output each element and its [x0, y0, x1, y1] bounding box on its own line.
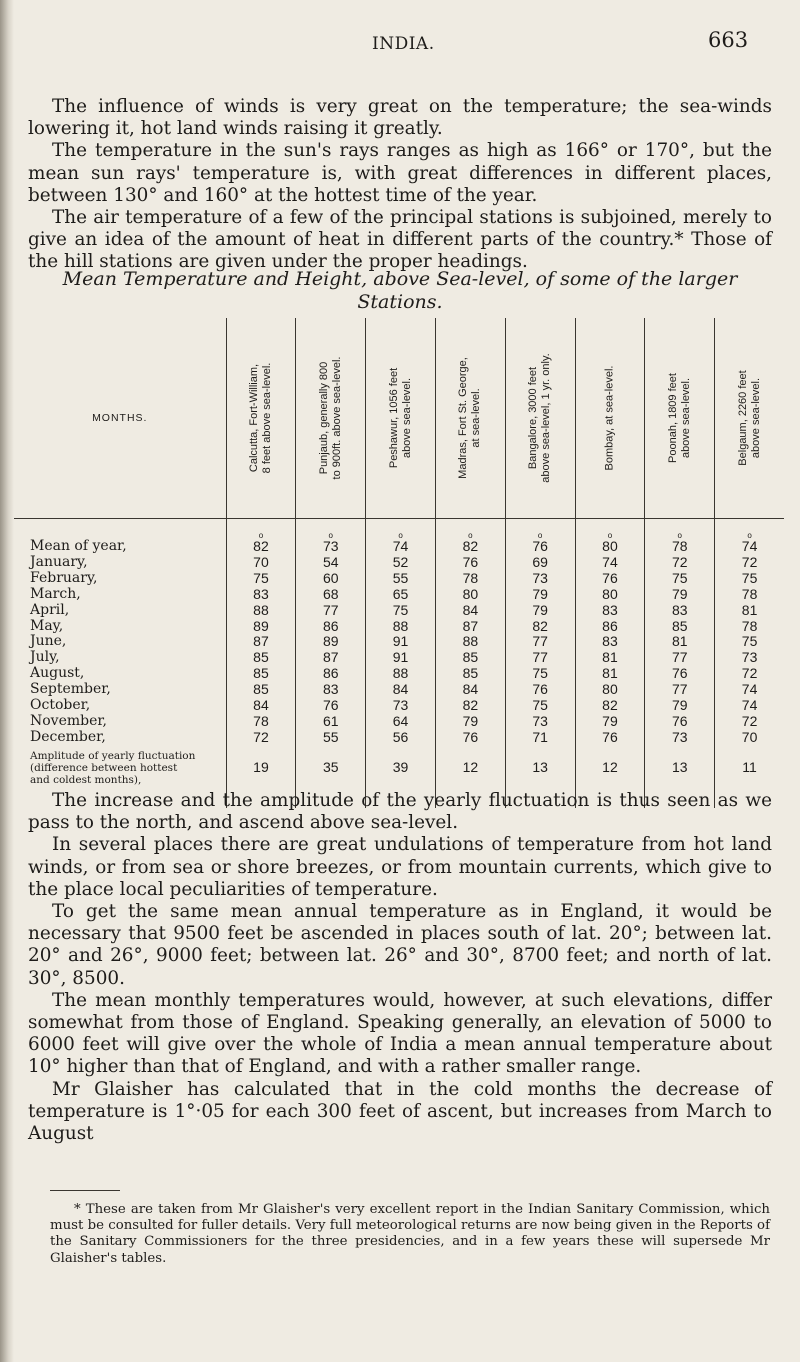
temperature-value: 65 [392, 585, 409, 602]
temperature-cell [435, 634, 505, 650]
temperature-value: 73 [741, 649, 758, 666]
temperature-value: 76 [322, 697, 339, 714]
temperature-value: 76 [602, 569, 618, 586]
temperature-cell [645, 634, 715, 650]
intro-text [28, 96, 772, 274]
temperature-value: 83 [253, 585, 269, 602]
temperature-cell [645, 730, 715, 746]
temperature-value: 76 [671, 665, 688, 682]
temperature-cell [715, 698, 784, 714]
temperature-value: 81 [671, 633, 688, 650]
temperature-value: 73 [322, 538, 339, 554]
body-paragraph: To get the same mean annual temperature as in England, it would be necessary that 9500 feet be ascended in places south of lat. 20°; between lat. 20° and 26°, 9000 feet; between lat. 26° and 30°, 8700 feet; and north of lat. 30°, 8500. [28, 901, 772, 989]
intro-paragraph: The temperature in the sun's rays ranges as high as 166° or 170°, but the mean sun rays' temperature is, with great differences in different places, between 130° and 160° at the hottest time of the year. [28, 140, 772, 206]
temperature-cell [575, 714, 645, 730]
temperature-value: 87 [322, 649, 339, 666]
table-body [14, 519, 784, 808]
temperature-value: 86 [322, 617, 339, 634]
table-row [14, 619, 784, 635]
temperature-value: 85 [253, 665, 269, 682]
month-label: February, [30, 569, 98, 586]
temperature-cell [715, 634, 784, 650]
table-caption-line-1: Mean Temperature and Height, above Sea-level, of some of the larger [62, 268, 738, 290]
table-row [14, 634, 784, 650]
temperature-value: 80 [602, 538, 618, 554]
temperature-value: 72 [253, 728, 269, 745]
temperature-cell [296, 650, 366, 666]
temperature-value: 73 [532, 712, 548, 729]
temperature-value: 76 [602, 728, 618, 745]
temperature-cell [505, 603, 575, 619]
temperature-cell [435, 666, 505, 682]
temperature-value: 81 [602, 665, 618, 682]
page-edge-shadow [0, 0, 14, 1362]
station-name: Peshawur, 1056 feet [387, 367, 400, 469]
temperature-cell [366, 730, 436, 746]
station-name: Madras, Fort St. George, [457, 357, 470, 479]
months-column-header: MONTHS. [14, 318, 226, 519]
station-name: Punjaub, generally 800 [317, 361, 330, 475]
station-name: Calcutta, Fort-William, [247, 363, 260, 473]
station-name: Poonah, 1809 feet [666, 373, 679, 463]
page-header [0, 28, 800, 68]
temperature-value: 79 [671, 585, 688, 602]
temperature-cell [645, 698, 715, 714]
temperature-value: 76 [462, 728, 479, 745]
temperature-value: 74 [392, 538, 409, 554]
temperature-value: 86 [602, 617, 618, 634]
temperature-value: 79 [532, 585, 548, 602]
temperature-value: 78 [741, 585, 758, 602]
table-caption [28, 268, 772, 314]
body-paragraph: The mean monthly temperatures would, however, at such elevations, differ somewhat from those of England. Speaking generally, an elevation of 5000 to 6000 feet will give over the whole of India a mean annual temperature about 10° higher than that of England, and with a rather smaller range. [28, 989, 772, 1078]
temperature-value: 82 [462, 697, 479, 714]
amplitude-value: 19 [226, 746, 296, 808]
temperature-value: 78 [741, 617, 758, 634]
table-row [14, 603, 784, 619]
month-label: June, [30, 633, 67, 650]
temperature-cell [296, 698, 366, 714]
table-header-row [14, 318, 784, 519]
temperature-value: 79 [671, 697, 688, 714]
temperature-cell [435, 571, 505, 587]
temperature-cell [366, 519, 436, 555]
degree-mark: o [468, 531, 473, 540]
temperature-value: 73 [532, 569, 548, 586]
temperature-cell [435, 587, 505, 603]
body-text [28, 790, 772, 1145]
temperature-value: 84 [392, 681, 409, 698]
temperature-value: 83 [602, 633, 618, 650]
station-name: Belgaum, 2260 feet [736, 370, 749, 466]
amplitude-value: 35 [296, 746, 366, 808]
month-label: July, [30, 649, 60, 666]
temperature-cell [366, 587, 436, 603]
temperature-value: 79 [462, 712, 479, 729]
temperature-value: 81 [741, 601, 758, 618]
temperature-cell [435, 682, 505, 698]
temperature-cell [296, 619, 366, 635]
temperature-cell [435, 650, 505, 666]
temperature-cell [366, 682, 436, 698]
degree-mark: o [398, 531, 403, 540]
temperature-cell [645, 650, 715, 666]
temperature-value: 75 [741, 569, 758, 586]
temperature-value: 84 [253, 697, 269, 714]
temperature-cell [505, 666, 575, 682]
temperature-cell [715, 682, 784, 698]
station-height: at sea-level. [470, 388, 483, 448]
temperature-value: 74 [741, 697, 758, 714]
temperature-cell [575, 587, 645, 603]
temperature-cell [715, 587, 784, 603]
temperature-value: 55 [392, 569, 409, 586]
temperature-cell [645, 714, 715, 730]
table-caption-line-2: Stations. [357, 291, 443, 313]
temperature-cell [505, 682, 575, 698]
temperature-value: 73 [671, 728, 688, 745]
temperature-cell [435, 714, 505, 730]
temperature-value: 75 [671, 569, 688, 586]
temperature-cell [435, 730, 505, 746]
intro-paragraph: The influence of winds is very great on the temperature; the sea-winds lowering it, hot land winds raising it greatly. [28, 96, 772, 140]
temperature-cell [715, 571, 784, 587]
temperature-cell [645, 682, 715, 698]
temperature-value: 87 [462, 617, 479, 634]
temperature-value: 61 [322, 712, 339, 729]
temperature-cell [505, 698, 575, 714]
temperature-value: 56 [392, 728, 409, 745]
station-header-punjaub [296, 318, 366, 519]
temperature-value: 82 [462, 538, 479, 554]
temperature-cell [226, 519, 296, 555]
temperature-cell [226, 714, 296, 730]
table-row [14, 730, 784, 746]
temperature-value: 79 [532, 601, 548, 618]
temperature-value: 85 [671, 617, 688, 634]
temperature-cell [296, 519, 366, 555]
amplitude-value: 39 [366, 746, 436, 808]
temperature-cell [505, 587, 575, 603]
temperature-cell [366, 555, 436, 571]
body-paragraph: The increase and the amplitude of the yearly fluctuation is thus seen as we pass to the north, and ascend above sea-level. [28, 790, 772, 834]
temperature-value: 85 [462, 665, 479, 682]
month-label: Mean of year, [30, 538, 127, 554]
station-header-madras [435, 318, 505, 519]
temperature-cell [366, 603, 436, 619]
temperature-value: 77 [671, 681, 688, 698]
temperature-value: 84 [462, 601, 479, 618]
station-name: Bombay, at sea-level. [603, 365, 616, 471]
temperature-cell [296, 730, 366, 746]
amplitude-label-line: (difference between hottest [30, 761, 178, 774]
month-label: March, [30, 585, 81, 602]
temperature-value: 77 [671, 649, 688, 666]
temperature-cell [505, 730, 575, 746]
temperature-cell [505, 714, 575, 730]
temperature-cell [226, 555, 296, 571]
temperature-value: 89 [322, 633, 339, 650]
temperature-value: 75 [532, 665, 548, 682]
temperature-cell [645, 587, 715, 603]
station-height: above sea-level. [400, 377, 413, 459]
temperature-value: 84 [462, 681, 479, 698]
temperature-value: 83 [671, 601, 688, 618]
temperature-cell [296, 555, 366, 571]
temperature-cell [715, 519, 784, 555]
temperature-cell [435, 698, 505, 714]
temperature-cell [226, 619, 296, 635]
temperature-value: 91 [392, 633, 409, 650]
temperature-cell [505, 650, 575, 666]
temperature-value: 76 [671, 712, 688, 729]
table-row [14, 587, 784, 603]
table-row [14, 698, 784, 714]
temperature-value: 82 [602, 697, 618, 714]
station-height: above sea-level. [749, 377, 762, 459]
temperature-value: 87 [253, 633, 269, 650]
temperature-value: 80 [462, 585, 479, 602]
temperature-value: 74 [741, 681, 758, 698]
degree-mark: o [258, 531, 264, 540]
temperature-cell [226, 571, 296, 587]
amplitude-value: 12 [435, 746, 505, 808]
temperature-value: 74 [602, 553, 618, 570]
table-row [14, 714, 784, 730]
amplitude-label-line: and coldest months), [30, 773, 142, 786]
month-label: April, [30, 601, 70, 618]
station-height: above sea-level. [679, 377, 692, 459]
temperature-value: 75 [741, 633, 758, 650]
amplitude-value: 12 [575, 746, 645, 808]
temperature-cell [575, 619, 645, 635]
temperature-value: 72 [741, 553, 758, 570]
temperature-value: 70 [741, 728, 758, 745]
temperature-cell [366, 634, 436, 650]
running-title: INDIA. [372, 34, 435, 54]
temperature-value: 83 [322, 681, 339, 698]
body-paragraph: Mr Glaisher has calculated that in the cold months the decrease of temperature is 1°·05 for each 300 feet of ascent, but increases from March to August [28, 1078, 772, 1145]
temperature-cell [575, 682, 645, 698]
temperature-cell [645, 619, 715, 635]
temperature-value: 54 [322, 553, 339, 570]
temperature-value: 73 [392, 697, 409, 714]
temperature-cell [366, 571, 436, 587]
temperature-cell [715, 666, 784, 682]
degree-mark: o [607, 531, 613, 540]
temperature-value: 80 [602, 681, 618, 698]
temperature-value: 55 [322, 728, 339, 745]
temperature-cell [296, 571, 366, 587]
temperature-value: 88 [392, 617, 409, 634]
temperature-value: 83 [602, 601, 618, 618]
temperature-value: 88 [462, 633, 479, 650]
month-label: December, [30, 728, 106, 745]
temperature-cell [296, 666, 366, 682]
temperature-cell [505, 619, 575, 635]
temperature-value: 75 [253, 569, 269, 586]
temperature-cell [296, 603, 366, 619]
temperature-cell [226, 730, 296, 746]
month-label: October, [30, 697, 91, 714]
temperature-value: 88 [253, 601, 269, 618]
body-paragraph: In several places there are great undulations of temperature from hot land winds, or from sea or shore breezes, or from mountain currents, which give to the place local peculiarities of temperature. [28, 834, 772, 900]
temperature-cell [575, 571, 645, 587]
table-row [14, 666, 784, 682]
station-name: Bangalore, 3000 feet [527, 366, 540, 470]
table-row [14, 555, 784, 571]
table-row [14, 519, 784, 555]
temperature-cell [435, 555, 505, 571]
temperature-value: 76 [462, 553, 479, 570]
temperature-value: 69 [532, 553, 548, 570]
temperature-cell [575, 555, 645, 571]
temperature-cell [645, 555, 715, 571]
temperature-cell [505, 519, 575, 555]
temperature-table [14, 318, 784, 808]
temperature-cell [575, 603, 645, 619]
station-header-peshawur [366, 318, 436, 519]
degree-mark: o [677, 531, 682, 540]
temperature-cell [715, 714, 784, 730]
amplitude-value: 13 [505, 746, 575, 808]
temperature-value: 91 [392, 649, 409, 666]
station-height: above sea-level, 1 yr. only. [540, 353, 553, 483]
footnote-rule [50, 1190, 120, 1191]
temperature-value: 72 [741, 712, 758, 729]
temperature-cell [366, 650, 436, 666]
amplitude-label-line: Amplitude of yearly fluctuation [30, 749, 196, 762]
table-row [14, 650, 784, 666]
degree-mark: o [747, 531, 752, 540]
temperature-cell [645, 603, 715, 619]
table-row [14, 571, 784, 587]
temperature-value: 88 [392, 665, 409, 682]
temperature-cell [366, 619, 436, 635]
degree-mark: o [328, 531, 333, 540]
temperature-value: 82 [253, 538, 269, 554]
temperature-cell [435, 603, 505, 619]
temperature-value: 81 [602, 649, 618, 666]
temperature-cell [366, 698, 436, 714]
month-label: September, [30, 681, 111, 698]
temperature-value: 72 [671, 553, 688, 570]
temperature-value: 78 [462, 569, 479, 586]
temperature-value: 72 [741, 665, 758, 682]
temperature-value: 79 [602, 712, 618, 729]
station-header-belgaum [715, 318, 784, 519]
temperature-cell [575, 650, 645, 666]
temperature-cell [366, 666, 436, 682]
station-height: to 900ft. above sea-level. [330, 356, 343, 480]
temperature-cell [505, 634, 575, 650]
station-header-poonah [645, 318, 715, 519]
temperature-value: 76 [532, 538, 548, 554]
temperature-value: 52 [392, 553, 409, 570]
temperature-value: 85 [253, 649, 269, 666]
temperature-cell [575, 730, 645, 746]
temperature-cell [575, 698, 645, 714]
temperature-cell [296, 682, 366, 698]
intro-paragraph: The air temperature of a few of the principal stations is subjoined, merely to give an idea of the amount of heat in different parts of the country.* Those of the hill stations are given under the proper headings. [28, 207, 772, 273]
temperature-cell [575, 634, 645, 650]
temperature-value: 76 [532, 681, 548, 698]
temperature-cell [715, 603, 784, 619]
temperature-cell [226, 666, 296, 682]
temperature-cell [226, 682, 296, 698]
temperature-value: 85 [462, 649, 479, 666]
temperature-cell [226, 698, 296, 714]
temperature-cell [296, 587, 366, 603]
temperature-value: 78 [671, 538, 688, 554]
temperature-value: 78 [253, 712, 269, 729]
station-header-calcutta [226, 318, 296, 519]
amplitude-value: 13 [645, 746, 715, 808]
temperature-value: 77 [532, 633, 548, 650]
temperature-value: 75 [392, 601, 409, 618]
temperature-cell [715, 619, 784, 635]
station-header-bangalore [505, 318, 575, 519]
temperature-cell [505, 571, 575, 587]
temperature-cell [226, 587, 296, 603]
temperature-cell [226, 650, 296, 666]
temperature-value: 86 [322, 665, 339, 682]
temperature-value: 80 [602, 585, 618, 602]
temperature-cell [366, 714, 436, 730]
temperature-value: 74 [741, 538, 758, 554]
station-height: 8 feet above sea-level. [260, 362, 273, 474]
temperature-cell [715, 650, 784, 666]
month-label: November, [30, 712, 107, 729]
table-row [14, 682, 784, 698]
temperature-value: 75 [532, 697, 548, 714]
temperature-cell [226, 603, 296, 619]
station-header-bombay [575, 318, 645, 519]
page-number: 663 [708, 28, 749, 52]
temperature-cell [575, 666, 645, 682]
footnote: * These are taken from Mr Glaisher's very excellent report in the Indian Sanitary Commission, which must be consulted for fuller details. Very full meteorological returns are now being given in the Reports of the Sanitary Commissioners for the three presidencies, and in a few years these will supersede Mr Glaisher's tables. [50, 1202, 770, 1266]
temperature-cell [575, 519, 645, 555]
temperature-value: 77 [532, 649, 548, 666]
temperature-cell [645, 571, 715, 587]
temperature-cell [435, 619, 505, 635]
temperature-cell [645, 519, 715, 555]
temperature-cell [715, 730, 784, 746]
temperature-value: 85 [253, 681, 269, 698]
temperature-cell [715, 555, 784, 571]
month-label: May, [30, 617, 64, 634]
month-label: August, [30, 665, 85, 682]
temperature-cell [296, 714, 366, 730]
amplitude-value: 11 [715, 746, 784, 808]
temperature-cell [505, 555, 575, 571]
degree-mark: o [537, 531, 543, 540]
temperature-value: 70 [253, 553, 269, 570]
temperature-value: 64 [392, 712, 409, 729]
temperature-value: 82 [532, 617, 548, 634]
temperature-value: 68 [322, 585, 339, 602]
temperature-cell [296, 634, 366, 650]
temperature-cell [645, 666, 715, 682]
temperature-cell [435, 519, 505, 555]
temperature-cell [226, 634, 296, 650]
temperature-value: 71 [532, 728, 548, 745]
temperature-value: 77 [322, 601, 339, 618]
temperature-value: 60 [322, 569, 339, 586]
month-label: January, [30, 553, 88, 570]
temperature-value: 89 [253, 617, 269, 634]
